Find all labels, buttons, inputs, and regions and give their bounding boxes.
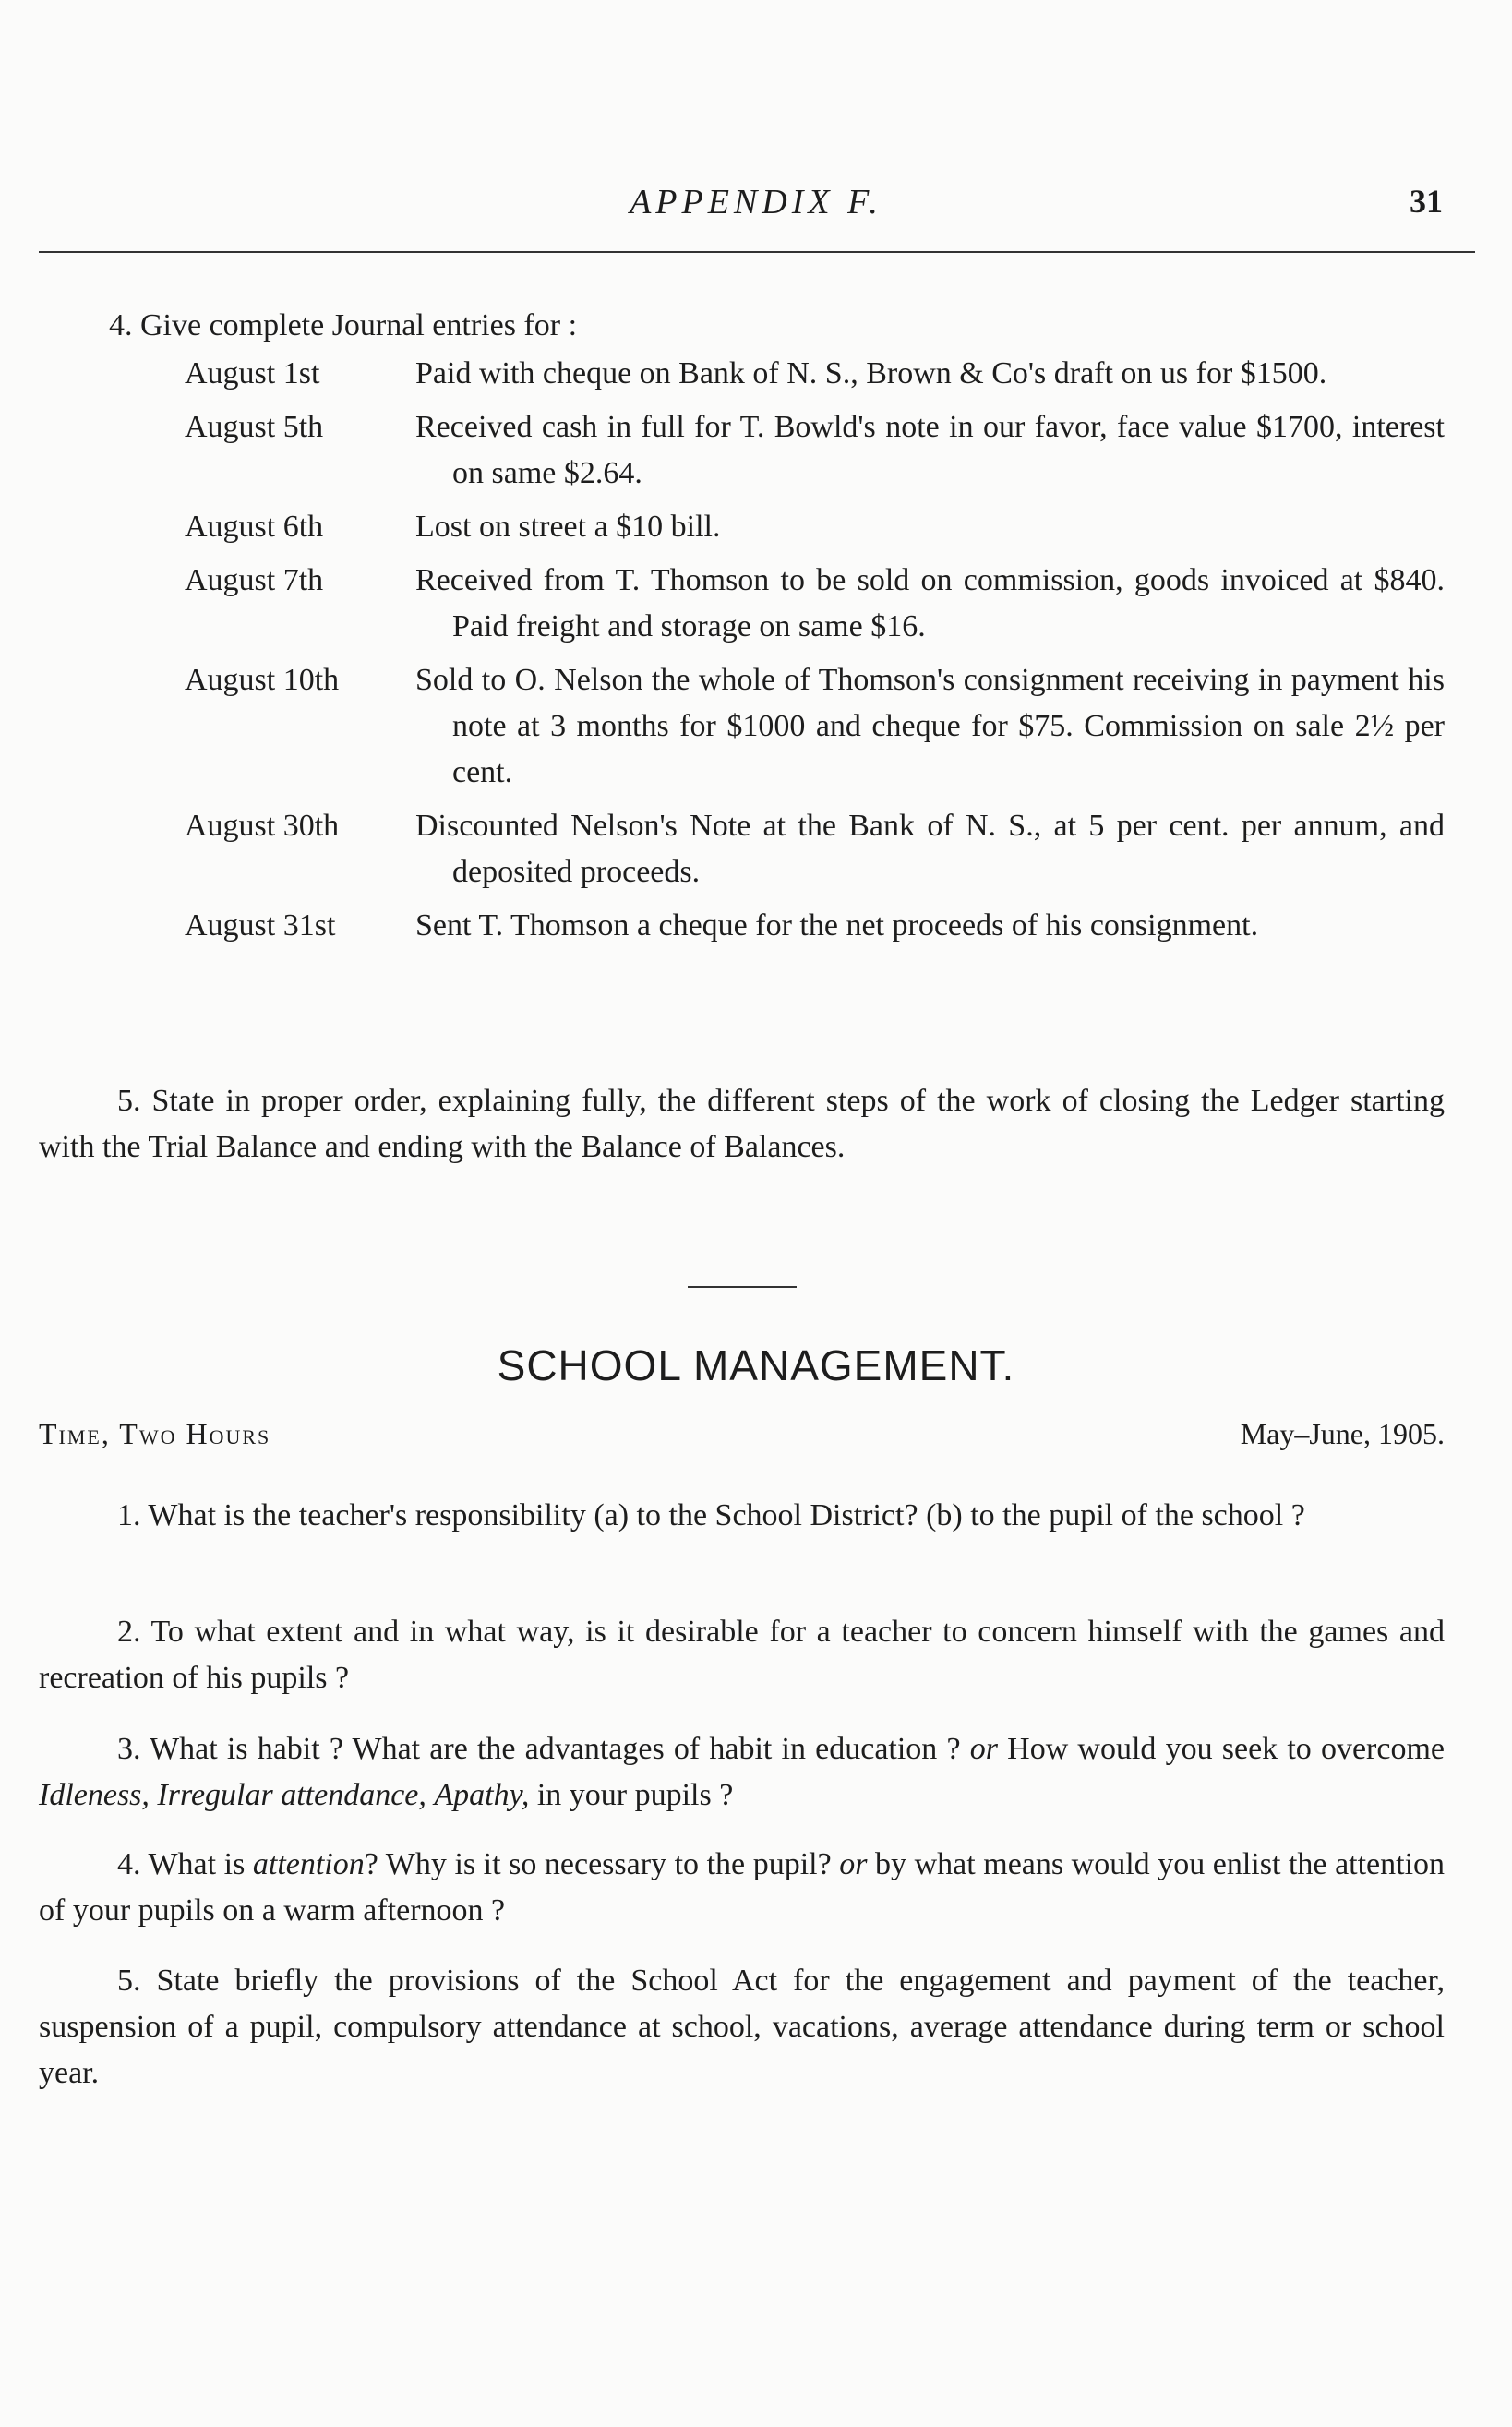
q3-italic-1: Idleness, <box>39 1778 150 1812</box>
management-question-5: 5. State briefly the provisions of the School Act for the engagement and payment of the teacher, suspension of a pupil, compulsory attendance at school, vacations, average attendance during term or school year. <box>39 1964 1445 2090</box>
exam-date: May–June, 1905. <box>1240 1417 1445 1450</box>
exam-time: Time, Two Hours <box>39 1417 271 1450</box>
journal-entry <box>185 504 1445 550</box>
question-4-intro: 4. Give complete Journal entries for : <box>109 308 578 342</box>
journal-entry <box>185 558 1445 650</box>
entry-date: August 31st <box>185 908 336 943</box>
entry-text: Discounted Nelson's Note at the Bank of N. S., at 5 per cent. per annum, and deposited proceeds. <box>415 809 1445 889</box>
q3-text-b: How would you seek to overcome <box>1007 1732 1446 1766</box>
q3-or: or <box>969 1732 998 1766</box>
q4-italic: attention <box>252 1847 365 1881</box>
journal-entry <box>185 657 1445 796</box>
q4-text-a: 4. What is <box>117 1847 246 1881</box>
page-header <box>0 182 1512 228</box>
q3-text-c: in your pupils ? <box>536 1778 734 1812</box>
entry-date: August 6th <box>185 510 324 544</box>
q4-text-c: by what means would you enlist the attention of your pupils on a warm afternoon ? <box>39 1847 1446 1928</box>
journal-entry <box>185 803 1445 895</box>
q3-text-a: 3. What is habit ? What are the advantages of habit in education ? <box>117 1732 961 1766</box>
entry-date: August 10th <box>185 663 340 697</box>
q3-italic-3: Apathy, <box>434 1778 530 1812</box>
q3-italic-2: Irregular attendance, <box>157 1778 426 1812</box>
q4-or: or <box>839 1847 868 1881</box>
q4-text-b: ? Why is it so necessary to the pupil? <box>364 1847 832 1881</box>
page-number: 31 <box>1410 183 1443 220</box>
entry-text: Sold to O. Nelson the whole of Thomson's consignment receiving in payment his note at 3 months for $1000 and cheque for $75. Commission on sale 2½ per cent. <box>415 663 1445 789</box>
entry-date: August 7th <box>185 563 324 597</box>
header-rule <box>39 251 1475 253</box>
entry-date: August 5th <box>185 410 324 444</box>
entry-date: August 30th <box>185 809 340 843</box>
management-question-2: 2. To what extent and in what way, is it desirable for a teacher to concern himself with the games and recreation of his pupils ? <box>39 1615 1445 1695</box>
management-question-3 <box>39 1726 1445 1819</box>
running-title: APPENDIX F. <box>630 183 882 222</box>
entry-text: Received cash in full for T. Bowld's note in our favor, face value $1700, interest on same $2.64. <box>415 410 1445 490</box>
journal-entry <box>185 903 1445 949</box>
entry-date: August 1st <box>185 356 320 390</box>
section-title: SCHOOL MANAGEMENT. <box>497 1341 1015 1389</box>
journal-entry <box>185 404 1445 497</box>
entry-text: Lost on street a $10 bill. <box>415 510 721 544</box>
journal-entries <box>185 351 1445 956</box>
entry-text: Received from T. Thomson to be sold on commission, goods invoiced at $840. Paid freight and storage on same $16. <box>415 563 1445 643</box>
entry-text: Paid with cheque on Bank of N. S., Brown & Co's draft on us for $1500. <box>415 356 1327 390</box>
management-question-4 <box>39 1842 1445 1934</box>
question-5: 5. State in proper order, explaining fully, the different steps of the work of closing the Ledger starting with the Trial Balance and ending with the Balance of Balances. <box>39 1084 1445 1164</box>
exam-time-line <box>39 1417 1445 1451</box>
entry-text: Sent T. Thomson a cheque for the net proceeds of his consignment. <box>415 908 1259 943</box>
journal-entry <box>185 351 1445 397</box>
management-question-1: 1. What is the teacher's responsibility (a) to the School District? (b) to the pupil of the school ? <box>117 1498 1305 1532</box>
section-divider <box>688 1286 797 1288</box>
